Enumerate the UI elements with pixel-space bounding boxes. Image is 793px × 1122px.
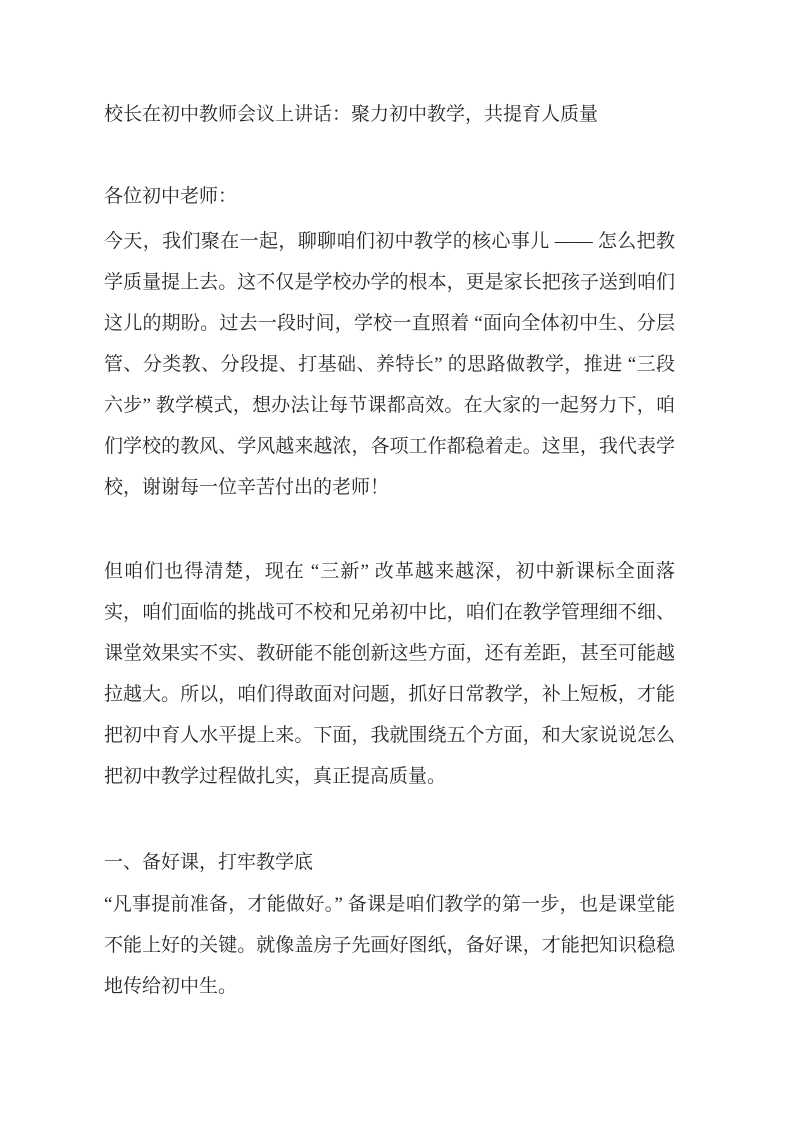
- paragraph-section1-body: “凡事提前准备，才能做好。” 备课是咱们教学的第一步，也是课堂能不能上好的关键。就像盖房子先画好图纸，备好课，才能把知识稳稳地传给初中生。: [104, 894, 675, 997]
- salutation: 各位初中老师：: [104, 186, 238, 207]
- section-heading-1: 一、备好课，打牢教学底: [104, 852, 314, 873]
- paragraph-challenges: 但咱们也得清楚，现在 “三新” 改革越来越深，初中新课标全面落实，咱们面临的挑战可不校和兄弟初中比，咱们在教学管理细不细、课堂效果实不实、教研能不能创新这些方面，还有差距，甚至可能越拉越大。所以，咱们得敢面对问题，抓好日常教学，补上短板，才能把初中育人水平提上来。下面，我就围绕五个方面，和大家说说怎么把初中教学过程做扎实，真正提高质量。: [104, 561, 675, 787]
- document-title: 校长在初中教师会议上讲话：聚力初中教学，共提育人质量: [104, 104, 599, 125]
- paragraph-intro: 今天，我们聚在一起，聊聊咱们初中教学的核心事儿 —— 怎么把教学质量提上去。这不仅是学校办学的根本，更是家长把孩子送到咱们这儿的期盼。过去一段时间，学校一直照着 “面向全体初中生、分层管、分类教、分段提、打基础、养特长” 的思路做教学，推进 “三段六步” 教学模式，想办法让每节课都高效。在大家的一起努力下，咱们学校的教风、学风越来越浓，各项工作都稳着走。这里，我代表学校，谢谢每一位辛苦付出的老师！: [104, 231, 675, 498]
